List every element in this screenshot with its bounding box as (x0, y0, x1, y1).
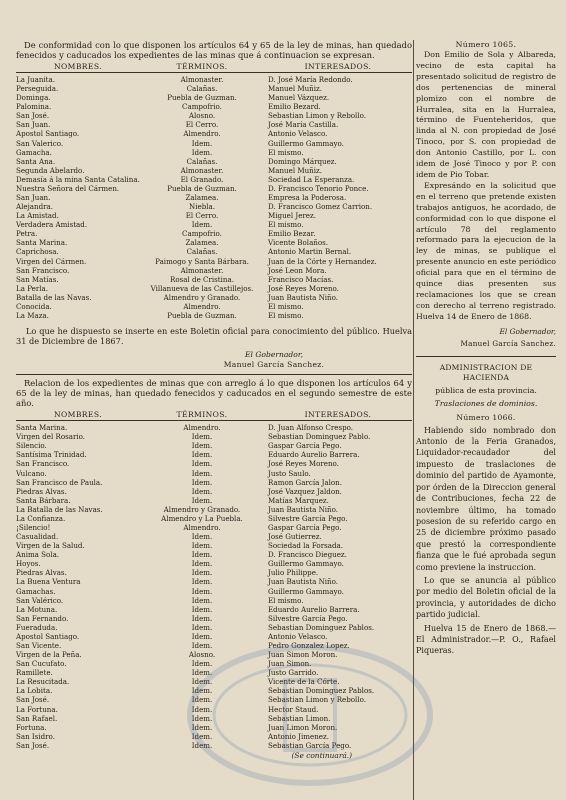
mine-municipality: Almendro y La Puebla. (161, 513, 243, 523)
section-divider (16, 374, 412, 375)
table-row (16, 93, 412, 102)
header-terminos: TÉRMINOS. (176, 410, 228, 420)
mine-name: La Amistad. (16, 211, 59, 221)
mine-interested-party: José María Castilla. (268, 120, 339, 130)
mine-municipality: Idem. (191, 432, 213, 442)
mine-interested-party: José Leon Mora. (268, 265, 327, 275)
mine-interested-party: Emilio Bezard. (268, 102, 321, 112)
mine-municipality: Campofrio. (182, 102, 222, 112)
table-row (16, 487, 412, 496)
mine-interested-party: Manuel Muñiz. (268, 84, 323, 94)
table-row (16, 229, 412, 238)
mine-name: La Fortuna. (16, 704, 58, 714)
mine-name: Conocida. (16, 301, 52, 311)
mine-interested-party: D. Juan Alfonso Crespo. (268, 423, 354, 433)
table-row (16, 284, 412, 293)
mine-name: Demasía á la mina Santa Catalina. (16, 174, 140, 184)
header-nombres: NOMBRES. (53, 62, 103, 71)
mine-interested-party: Sebastian Dominguez Pablos. (268, 686, 375, 696)
mine-name: San Francisco de Paula. (16, 477, 103, 487)
mine-municipality: Almendro y Granado. (163, 292, 241, 302)
mine-municipality: Almonaster. (180, 75, 224, 84)
mine-interested-party: Pedro Gonzalez Lopez. (268, 640, 350, 650)
table-row (16, 514, 412, 523)
mine-interested-party: Empresa la Poderosa. (268, 193, 347, 203)
notice-1065-paragraph-1: Don Emilio de Sola y Albareda, vecino de esta capital ha presentado solicitud de registro de dos pertenencias de mineral plomizo con el nombre de Hurralea, sita en la Hurralea, término de Fuenteheridos, que linda al N. con propiedad de José Tinoco, por S. con propiedad de don Antonio Castillo, por L. con idem de José Tinoco y por P. con idem de Pio Tobar. (416, 50, 556, 179)
mine-municipality: Almonaster. (180, 265, 224, 275)
table-row (16, 184, 412, 193)
mine-municipality: Almendro. (183, 423, 221, 433)
mine-name: Verdadera Amistad. (16, 220, 88, 230)
mine-municipality: Idem. (191, 495, 213, 505)
mine-municipality: Idem. (191, 740, 213, 750)
mine-interested-party: D. Francisco Gomez Carrion. (268, 202, 373, 212)
header-interesados: INTERESADOS. (304, 410, 372, 420)
mine-interested-party: Eduardo Aurelio Barrera. (268, 450, 360, 460)
mine-interested-party: D. Francisco Dieguez. (268, 550, 347, 560)
table-row (16, 193, 412, 202)
mine-municipality: Idem. (191, 550, 213, 560)
mine-municipality: Almendro y Granado. (163, 504, 241, 514)
library-seal-icon (180, 640, 440, 790)
mine-municipality: Villanueva de las Castillejos. (150, 283, 254, 293)
mine-municipality: Puebla de Guzman. (167, 311, 237, 321)
mine-interested-party: Vicente de la Córte. (268, 677, 340, 687)
mine-municipality: Idem. (191, 668, 213, 678)
mine-name: Fueraduda. (16, 622, 58, 632)
mine-name: La Resucitada. (16, 677, 70, 687)
mine-interested-party: Sebastian Limon y Rebollo. (268, 111, 366, 121)
section1-table (16, 75, 412, 320)
notice-number-1066: Número 1066. (456, 412, 516, 422)
mine-interested-party: D. José María Redondo. (268, 75, 353, 84)
mine-name: La Maza. (16, 311, 49, 321)
table-row (16, 505, 412, 514)
table-row (16, 459, 412, 468)
mine-name: Santa Marina. (16, 238, 68, 248)
mine-municipality: Paimogo y Santa Bárbara. (155, 256, 249, 266)
mine-municipality: Alosno. (188, 111, 216, 121)
table-row (16, 157, 412, 166)
table-row (16, 432, 412, 441)
mine-municipality: Idem. (191, 441, 213, 451)
table-row (16, 211, 412, 220)
mine-name: La Perla. (16, 283, 48, 293)
mine-interested-party: Juan Bautista Niño. (268, 577, 339, 587)
mine-municipality: Idem. (191, 713, 213, 723)
mine-name: Hoyos. (16, 559, 41, 569)
mine-interested-party: Antonio Jimenez. (268, 731, 329, 741)
notice-1065-signature-name: Manuel García Sanchez. (460, 338, 556, 348)
mine-municipality: Idem. (191, 477, 213, 487)
mine-name: Segunda Abelardo. (16, 165, 85, 175)
table-row (16, 523, 412, 532)
mine-interested-party: Eduardo Aurelio Barrera. (268, 604, 360, 614)
mine-interested-party: Silvestre García Pego. (268, 513, 348, 523)
mine-interested-party: Gaspar García Pego. (268, 441, 342, 451)
mine-name: San Valérico. (16, 595, 64, 605)
mine-municipality: Almendro. (183, 301, 221, 311)
mine-name: Piedras Alvas. (16, 486, 67, 496)
mine-municipality: Idem. (191, 677, 213, 687)
mine-interested-party: Emilio Bezar. (268, 229, 316, 239)
mine-interested-party: Juan Limon Moron. (268, 722, 338, 732)
mine-name: Santa Marina. (16, 423, 68, 433)
mine-municipality: Idem. (191, 138, 213, 148)
admin-subheading: pública de esta provincia. (435, 385, 537, 395)
mine-interested-party: Silvestre García Pego. (268, 613, 348, 623)
table-row (16, 247, 412, 256)
mine-name: La Batalla de las Navas. (16, 504, 103, 514)
section2-headers (16, 410, 412, 421)
mine-name: San Juan. (16, 120, 51, 130)
mine-interested-party: Vicente Bolaños. (268, 238, 329, 248)
mine-interested-party: Manuel Vázquez. (268, 93, 330, 103)
mine-municipality: Campofrio. (182, 229, 222, 239)
mine-municipality: Idem. (191, 604, 213, 614)
mine-name: Dominga. (16, 93, 51, 103)
mine-interested-party: El mismo. (268, 220, 304, 230)
mine-interested-party: Julio Philippe. (268, 568, 319, 578)
mine-interested-party: El mismo. (268, 311, 304, 321)
mine-interested-party: Guillermo Gammayo. (268, 586, 344, 596)
mine-name: San Isidro. (16, 731, 55, 741)
table-row (16, 129, 412, 138)
mine-municipality: Idem. (191, 731, 213, 741)
mine-name: La Lobita. (16, 686, 53, 696)
table-row (16, 541, 412, 550)
mine-name: San Matías. (16, 274, 59, 284)
mine-municipality: Idem. (191, 147, 213, 157)
table-row (16, 496, 412, 505)
mine-name: Virgen del Rosario. (16, 432, 86, 442)
mine-interested-party: José Reyes Moreno. (268, 283, 339, 293)
table-row (16, 550, 412, 559)
mine-name: Virgen de la Salud. (16, 541, 85, 551)
mine-name: San Fernando. (16, 613, 69, 623)
mine-name: San Juan. (16, 193, 51, 203)
mine-name: Piedras Alvas. (16, 568, 67, 578)
table-row (16, 423, 412, 432)
table-row (16, 587, 412, 596)
mine-municipality: El Cerro. (185, 211, 219, 221)
mine-municipality: Idem. (191, 595, 213, 605)
mine-interested-party: Domingo Márquez. (268, 156, 337, 166)
mine-name: Petra. (16, 229, 38, 239)
table-row (16, 469, 412, 478)
mine-name: Nuestra Señora del Cármen. (16, 183, 120, 193)
header-nombres: NOMBRES. (53, 410, 103, 420)
mine-name: Alejandra. (16, 202, 54, 212)
table-row (16, 311, 412, 320)
table-row (16, 614, 412, 623)
mine-name: La Buena Ventura (16, 577, 81, 587)
mine-municipality: Calañas. (186, 84, 218, 94)
table-row (16, 478, 412, 487)
mine-interested-party: Francisco Macías. (268, 274, 334, 284)
mine-municipality: Idem. (191, 459, 213, 469)
mine-name: San Valerico. (16, 138, 64, 148)
mine-name: Vulcano. (16, 468, 47, 478)
mine-name: Silencio. (16, 441, 47, 451)
table-row (16, 257, 412, 266)
mine-municipality: Calañas. (186, 156, 218, 166)
mine-interested-party: Sebastian García Pego. (268, 740, 352, 750)
mine-municipality: Idem. (191, 541, 213, 551)
section2-intro: Relacion de los expedientes de minas que con arreglo á lo que disponen los artículos 64 y 65 de la ley de minas, han quedado fenecidos y caducados en el segundo semestre de este año. (16, 378, 412, 409)
mine-interested-party: El mismo. (268, 301, 304, 311)
table-row (16, 623, 412, 632)
mine-interested-party: Miguel Jerez. (268, 211, 316, 221)
table-row (16, 238, 412, 247)
mine-municipality: Idem. (191, 659, 213, 669)
table-row (16, 220, 412, 229)
mine-name: Perseguida. (16, 84, 59, 94)
mine-name: Apostol Santiago. (16, 129, 80, 139)
mine-municipality: Zalamea. (185, 238, 219, 248)
mine-interested-party: Juan Simon Moron. (268, 650, 338, 660)
mine-municipality: Idem. (191, 450, 213, 460)
mine-interested-party: D. Francisco Tenorio Ponce. (268, 183, 369, 193)
mine-interested-party: Ramon García Jalon. (268, 477, 343, 487)
mine-municipality: Idem. (191, 577, 213, 587)
mine-interested-party: Hector Staud. (268, 704, 319, 714)
mine-interested-party: José Gutierrez. (268, 532, 322, 542)
mine-name: Santa Ana. (16, 156, 56, 166)
mine-municipality: Alosno. (188, 650, 216, 660)
table-row (16, 175, 412, 184)
mine-name: Apostol Santiago. (16, 631, 80, 641)
table-row (16, 596, 412, 605)
right-column (416, 40, 556, 657)
mine-municipality: Idem. (191, 622, 213, 632)
continued-note: (Se continuará.) (291, 750, 352, 760)
mine-municipality: Idem. (191, 722, 213, 732)
mine-interested-party: Sebastian Limon. (268, 713, 331, 723)
mine-municipality: Almendro. (183, 522, 221, 532)
section1-signature-role: El Gobernador, (244, 350, 304, 360)
notice-1065-signature-role: El Gobernador, (499, 326, 556, 336)
mine-municipality: El Granado. (180, 174, 224, 184)
header-interesados: INTERESADOS. (304, 62, 372, 71)
mine-municipality: Rosal de Cristina. (170, 274, 234, 284)
table-row (16, 559, 412, 568)
mine-interested-party: Sociedad La Esperanza. (268, 174, 355, 184)
section1-intro: De conformidad con lo que disponen los artículos 64 y 65 de la ley de minas, han quedado fenecidos y caducados los expedientes de las minas que á continuacion se expresan. (16, 40, 412, 60)
mine-interested-party: Juan Bautista Niño. (268, 292, 339, 302)
mine-name: San José. (16, 695, 50, 705)
mine-name: San Cucufato. (16, 659, 67, 669)
mine-name: Caprichosa. (16, 247, 59, 257)
mine-name: La Confianza. (16, 513, 66, 523)
header-terminos: TÉRMINOS. (176, 62, 228, 71)
table-row (16, 605, 412, 614)
mine-name: La Motuna. (16, 604, 58, 614)
mine-name: San Rafael. (16, 713, 58, 723)
mine-name: Anima Sola. (16, 550, 60, 560)
mine-interested-party: Sebastian Dominguez Pablos. (268, 622, 375, 632)
mine-interested-party: Antonio Martin Bernal. (268, 247, 352, 257)
mine-interested-party: Justo Saulo. (268, 468, 311, 478)
mine-interested-party: Guillermo Gammayo. (268, 559, 344, 569)
mine-municipality: Idem. (191, 695, 213, 705)
notice-number-1065: Número 1065. (455, 40, 517, 49)
mine-interested-party: El mismo. (268, 595, 304, 605)
table-row (16, 202, 412, 211)
mine-name: Santa Bárbara. (16, 495, 71, 505)
mine-municipality: Idem. (191, 468, 213, 478)
mine-municipality: Idem. (191, 613, 213, 623)
mine-interested-party: Antonio Velasco. (268, 631, 328, 641)
mine-municipality: Almonaster. (180, 165, 224, 175)
mine-interested-party: Antonio Velasco. (268, 129, 328, 139)
mine-interested-party: Gaspar García Pego. (268, 522, 342, 532)
mine-interested-party: Justo Garrido. (268, 668, 319, 678)
mine-interested-party: José Vazquez Jaldon. (268, 486, 342, 496)
mine-municipality: Puebla de Guzman. (167, 183, 237, 193)
notice-1066-paragraph-3: Huelva 15 de Enero de 1868.—El Administrador.—P. O., Rafael Piqueras. (416, 623, 556, 656)
mine-name: Casualidad. (16, 532, 59, 542)
mine-interested-party: Manuel Muñiz. (268, 165, 323, 175)
mine-name: Gamachas. (16, 586, 56, 596)
notice-1066-paragraph-2: Lo que se anuncia al público por medio del Boletin oficial de la provincia, y autoridades de dicho partido judicial. (416, 575, 556, 620)
table-row (16, 266, 412, 275)
mine-name: San Francisco. (16, 265, 70, 275)
table-row (16, 111, 412, 120)
mine-municipality: Calañas. (186, 247, 218, 257)
notice-1065-paragraph-2: Expresándo en la solicitud que en el terreno que pretende existen trabajos antiguos, he acordado, de conformidad con lo que dispone el artículo 78 del reglamento reformado para la ejecucion de la ley de minas, se publique el presente anuncio en este periódico oficial para que en el término de quince dias presenten sus reclamaciones los que se crean con derecho al terreno registrado. Huelva 14 de Enero de 1868. (416, 180, 556, 321)
mine-municipality: Idem. (191, 686, 213, 696)
mine-municipality: Idem. (191, 704, 213, 714)
table-row (16, 568, 412, 577)
mine-municipality: Niebla. (189, 202, 215, 212)
mine-interested-party: José Reyes Moreno. (268, 459, 339, 469)
mine-name: La Juanita. (16, 75, 56, 84)
mine-name: San José. (16, 111, 50, 121)
mine-municipality: Idem. (191, 486, 213, 496)
mine-interested-party: El mismo. (268, 147, 304, 157)
mine-name: Palomina. (16, 102, 52, 112)
table-row (16, 577, 412, 586)
mine-municipality: Idem. (191, 532, 213, 542)
table-row (16, 139, 412, 148)
table-row (16, 450, 412, 459)
table-row (16, 302, 412, 311)
admin-heading: ADMINISTRACION DE HACIENDA (439, 362, 533, 382)
mine-municipality: Idem. (191, 631, 213, 641)
admin-subheading-italic: Traslaciones de dominios. (434, 398, 538, 408)
mine-municipality: Idem. (191, 586, 213, 596)
table-row (16, 441, 412, 450)
mine-name: Batalla de las Navas. (16, 292, 92, 302)
mine-interested-party: Sociedad la Forsada. (268, 541, 343, 551)
mine-interested-party: Guillermo Gammayo. (268, 138, 344, 148)
mine-interested-party: Matías Marquez. (268, 495, 329, 505)
table-row (16, 166, 412, 175)
mine-name: Ramillete. (16, 668, 53, 678)
mine-name: San Vicente. (16, 640, 62, 650)
mine-interested-party: Sebastian Limon y Rebollo. (268, 695, 366, 705)
mine-name: San Francisco. (16, 459, 70, 469)
mine-municipality: Idem. (191, 568, 213, 578)
table-row (16, 75, 412, 84)
mine-municipality: Almendro. (183, 129, 221, 139)
mine-interested-party: Juan Bautista Niño. (268, 504, 339, 514)
mine-municipality: Idem. (191, 559, 213, 569)
mine-name: Virgen de la Peña. (16, 650, 82, 660)
table-row (16, 293, 412, 302)
table-row (16, 102, 412, 111)
right-divider (416, 356, 556, 357)
table-row (16, 532, 412, 541)
mine-name: Gamacha. (16, 147, 52, 157)
mine-interested-party: Sebastian Dominguez Pablo. (268, 432, 371, 442)
section1-signature-name: Manuel García Sanchez. (223, 360, 325, 370)
mine-name: Santísima Trinidad. (16, 450, 87, 460)
mine-interested-party: Juan Simon. (268, 659, 312, 669)
table-row (16, 120, 412, 129)
mine-municipality: Puebla de Guzman. (167, 93, 237, 103)
mine-municipality: Zalamea. (185, 193, 219, 203)
section1-headers (16, 62, 412, 73)
mine-municipality: Idem. (191, 640, 213, 650)
notice-1066-paragraph-1: Habiendo sido nombrado don Antonio de la Feria Granados, Liquidador-recaudador del impuesto de traslaciones de dominio del partido de Ayamonte, por órden de la Direccion general de Contribuciones, fecha 22 de noviembre último, ha tomado posesion de su referido cargo en 25 de diciembre próximo pasado que prestó la correspondiente fianza que le fué aprobada segun como previene la instruccion. (416, 425, 556, 572)
mine-name: Virgen del Cármen. (16, 256, 87, 266)
table-row (16, 275, 412, 284)
mine-municipality: El Cerro. (185, 120, 219, 130)
mine-name: San José. (16, 740, 50, 750)
table-row (16, 148, 412, 157)
mine-name: Fortuna. (16, 722, 47, 732)
mine-name: ¡Silencio! (16, 522, 51, 532)
mine-municipality: Idem. (191, 220, 213, 230)
table-row (16, 84, 412, 93)
mine-interested-party: Juan de la Córte y Hernandez. (268, 256, 377, 266)
section1-closing: Lo que he dispuesto se inserte en este Boletin oficial para conocimiento del público. Huelva 31 de Diciembre de 1867. (16, 326, 412, 347)
